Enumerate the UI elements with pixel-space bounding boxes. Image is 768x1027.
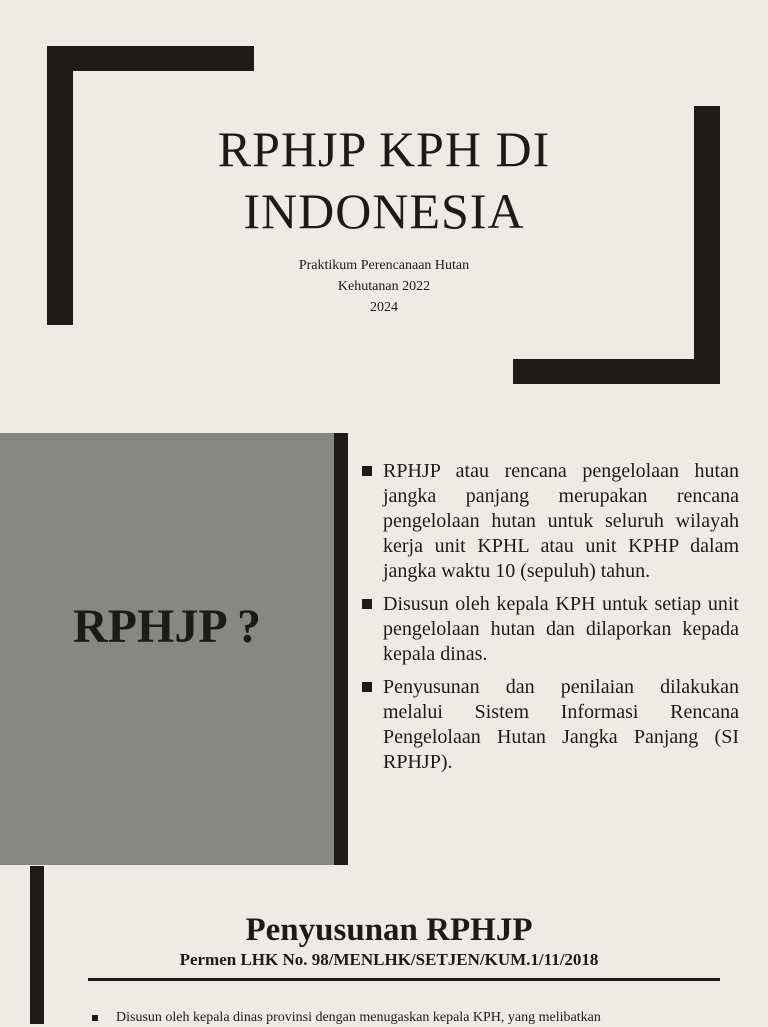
question-heading: RPHJP ? (73, 600, 261, 653)
slide-title-line2: INDONESIA (243, 183, 525, 239)
square-bullet-icon (362, 599, 372, 609)
subtitle-line2: Kehutanan 2022 (337, 279, 431, 294)
square-bullet-icon (362, 682, 372, 692)
question-panel (0, 433, 334, 865)
penyusunan-slide (0, 866, 768, 1024)
square-bullet-icon (362, 466, 372, 476)
divider-line (88, 978, 720, 981)
bullet-text: Disusun oleh kepala dinas provinsi dengan menugaskan kepala KPH, yang melibatkan (116, 1010, 601, 1025)
subtitle-line1: Praktikum Perencanaan Hutan (298, 258, 470, 273)
frame-corner-top-left-horizontal (47, 46, 254, 71)
bullet-item (356, 459, 739, 584)
slide-title-line1: RPHJP KPH DI (217, 121, 551, 177)
bullet-item (356, 675, 739, 775)
bullet-text: RPHJP atau rencana pengelolaan hutan jangka panjang merupakan rencana pengelolaan hutan untuk seluruh wilayah kerja unit KPHL atau unit KPHP dalam jangka waktu 10 (sepuluh) tahun. (383, 460, 739, 582)
subtitle-line3: 2024 (370, 300, 398, 315)
bullet-list (356, 459, 739, 783)
regulation-reference: Permen LHK No. 98/MENLHK/SETJEN/KUM.1/11/2018 (179, 950, 599, 969)
definition-slide (0, 433, 768, 865)
section-title: Penyusunan RPHJP (245, 912, 533, 948)
panel-divider-bar (334, 433, 348, 865)
square-bullet-icon (92, 1015, 98, 1021)
bullet-item (356, 592, 739, 667)
bullet-text: Disusun oleh kepala KPH untuk setiap unit pengelolaan hutan dan dilaporkan kepada kepala dinas. (383, 593, 739, 665)
bullet-text: Penyusunan dan penilaian dilakukan melalui Sistem Informasi Rencana Pengelolaan Hutan Jangka Panjang (SI RPHJP). (383, 676, 739, 773)
frame-corner-bottom-right-horizontal (513, 359, 720, 384)
title-slide (0, 0, 768, 410)
